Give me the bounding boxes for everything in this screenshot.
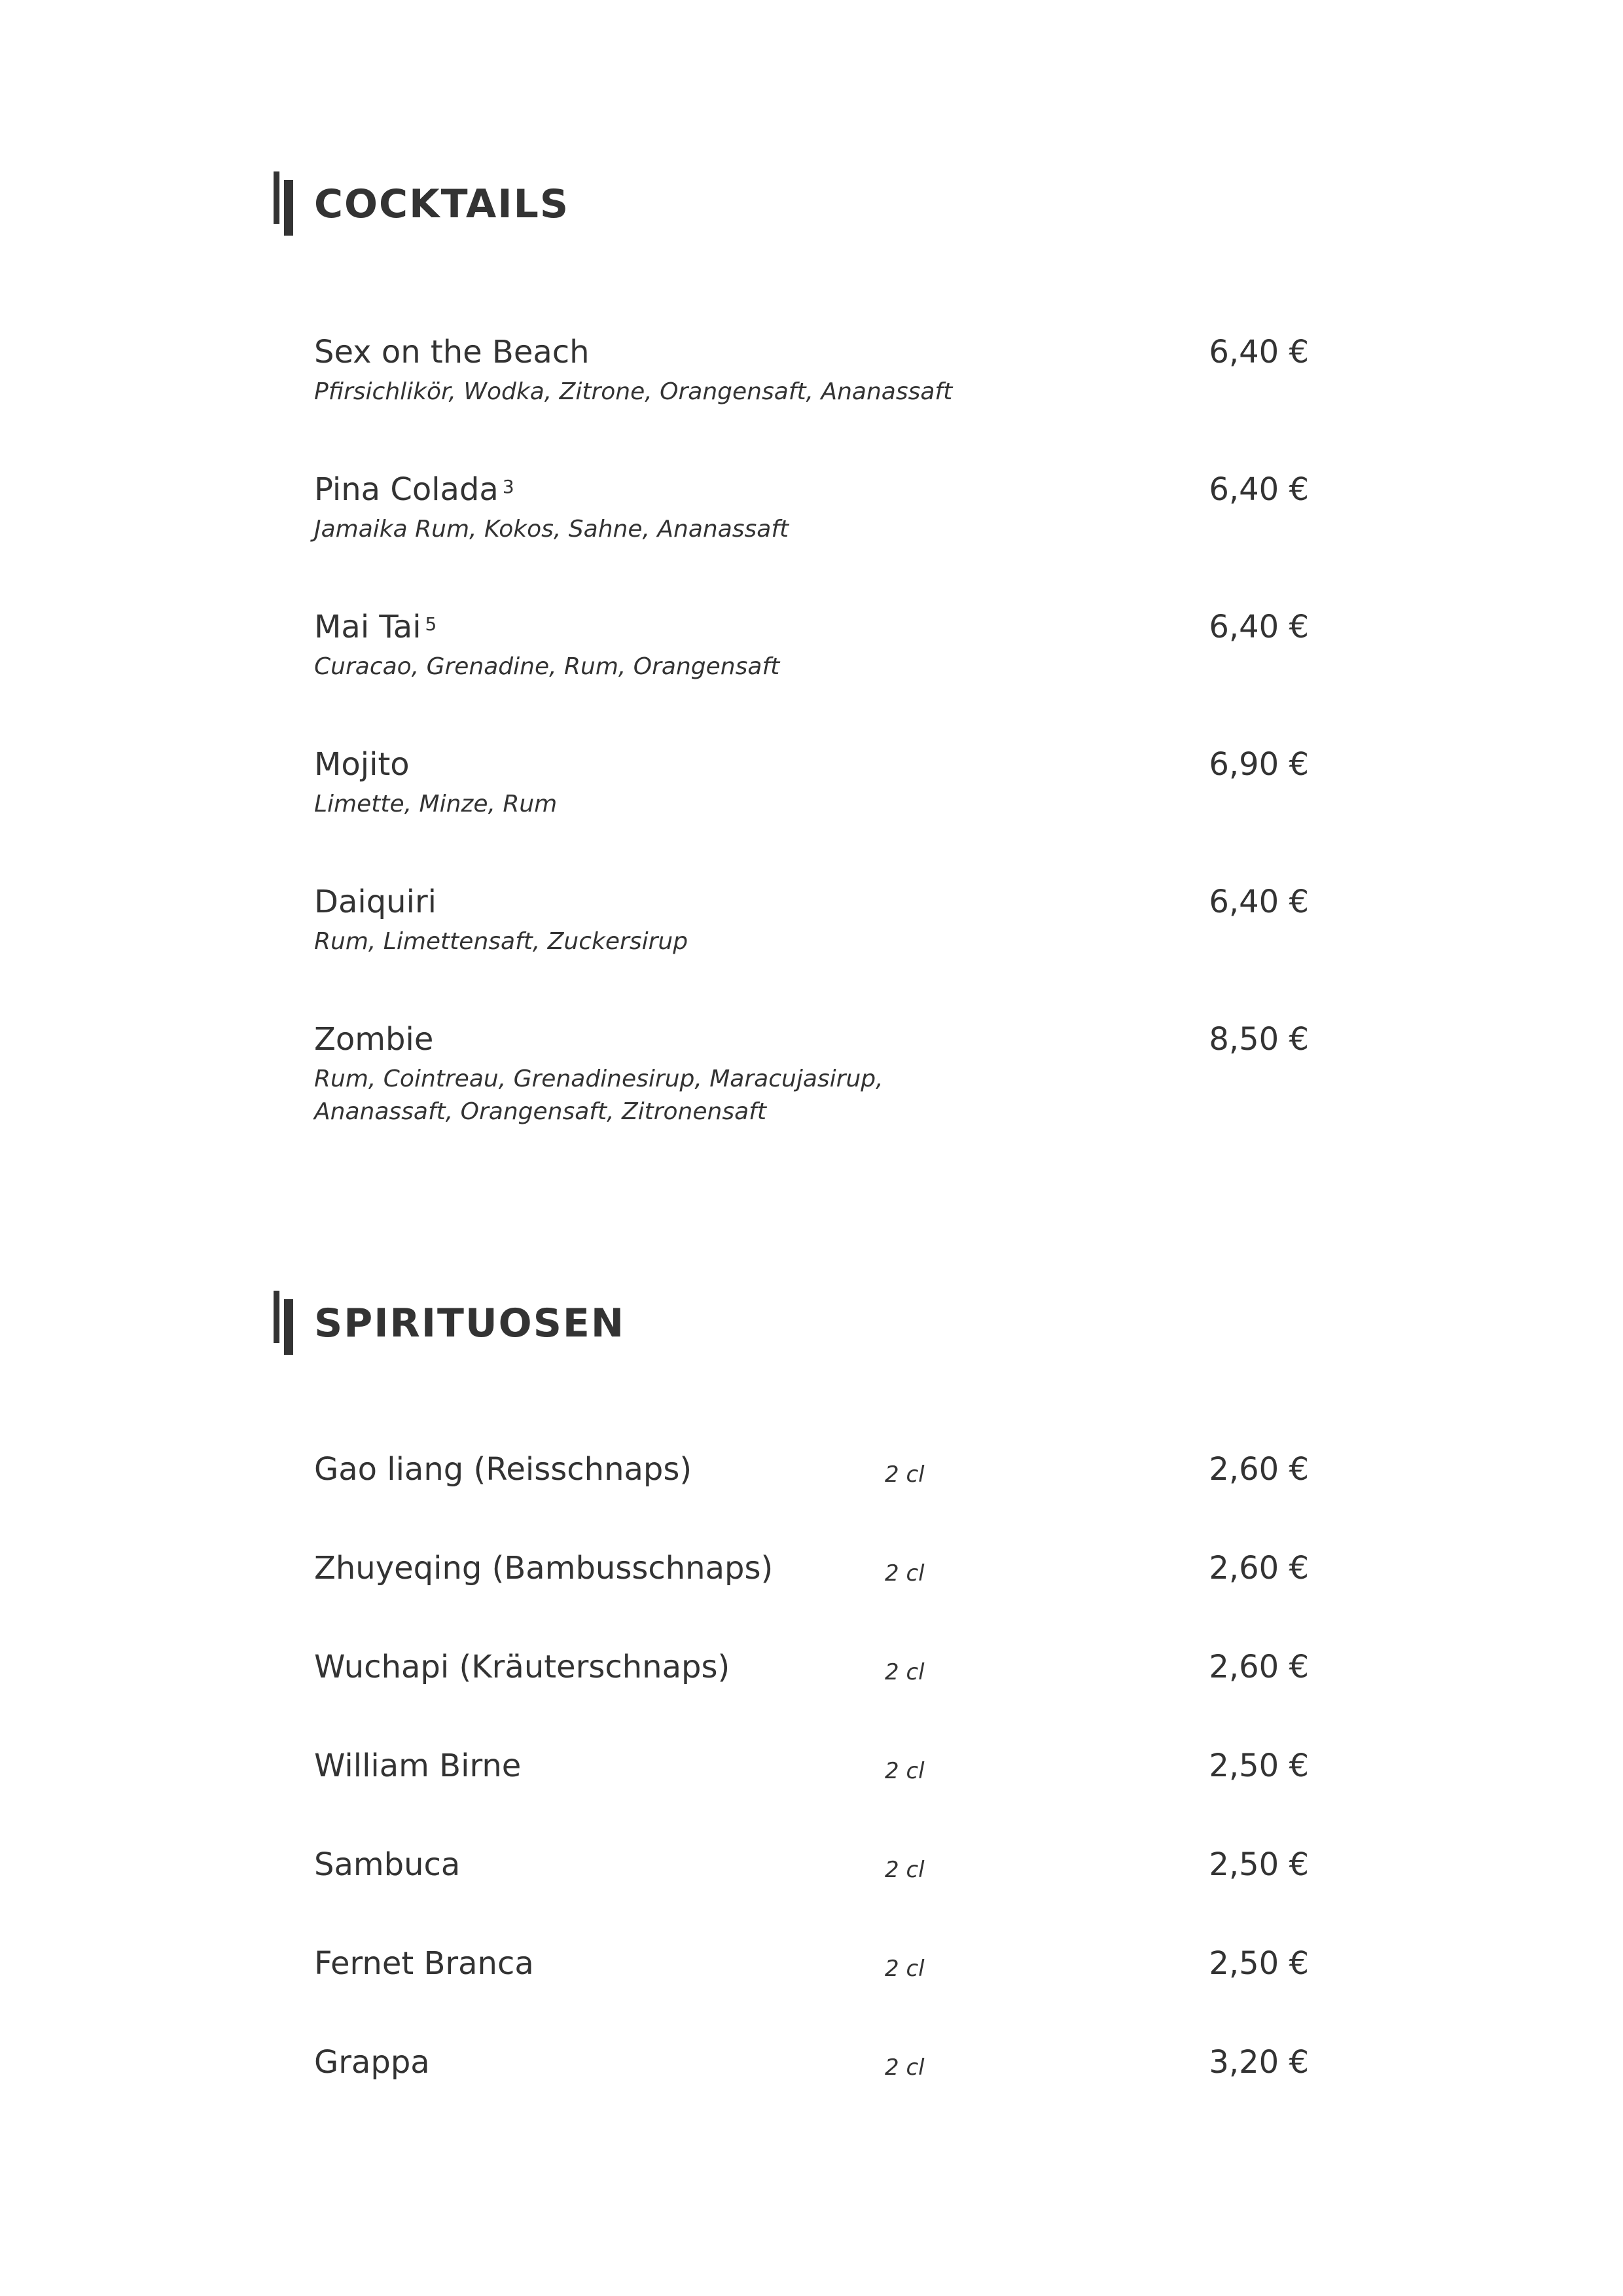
- spirit-name: Sambuca: [314, 1846, 461, 1883]
- cocktail-name: Daiquiri: [314, 884, 437, 920]
- cocktail-price: 6,40 €: [1209, 609, 1309, 645]
- spirit-volume: 2 cl: [885, 1462, 925, 1488]
- cocktail-description-line2: Ananassaft, Orangensaft, Zitronensaft: [314, 1098, 766, 1125]
- spirit-row: [314, 1842, 1309, 1888]
- spirit-price: 2,50 €: [1209, 1748, 1309, 1784]
- cocktail-description: Curacao, Grenadine, Rum, Orangensaft: [314, 653, 780, 680]
- cocktail-item: [314, 470, 1309, 546]
- cocktail-price: 6,40 €: [1209, 884, 1309, 920]
- spirit-price: 2,60 €: [1209, 1649, 1309, 1685]
- spirit-row: [314, 1941, 1309, 1986]
- spirit-price: 2,50 €: [1209, 1945, 1309, 1982]
- cocktail-price: 6,40 €: [1209, 334, 1309, 370]
- spirit-price: 2,50 €: [1209, 1846, 1309, 1883]
- spirit-row: [314, 1446, 1309, 1492]
- cocktail-name: Pina Colada $^3$: [314, 471, 514, 508]
- cocktail-name: Mojito: [314, 746, 410, 783]
- spirit-row: [314, 1545, 1309, 1591]
- cocktail-item: [314, 607, 1309, 683]
- spirit-name: William Birne: [314, 1748, 522, 1784]
- footnote-marker: 5: [425, 613, 437, 635]
- cocktail-name: Mai Tai $^5$: [314, 609, 437, 645]
- spirit-volume: 2 cl: [885, 1758, 925, 1784]
- cocktail-item: [314, 882, 1309, 958]
- footnote-marker: 3: [502, 476, 514, 497]
- spirit-row: [314, 2039, 1309, 2085]
- cocktail-description: Rum, Limettensaft, Zuckersirup: [314, 928, 688, 955]
- spirit-price: 2,60 €: [1209, 1550, 1309, 1587]
- spirit-name: Zhuyeqing (Bambusschnaps): [314, 1550, 774, 1587]
- section-marker-icon: [274, 1291, 293, 1356]
- section-marker-icon: [274, 171, 293, 237]
- cocktail-description: Jamaika Rum, Kokos, Sahne, Ananassaft: [314, 516, 789, 543]
- cocktail-description: Pfirsichlikör, Wodka, Zitrone, Orangensaft, Ananassaft: [314, 378, 953, 405]
- cocktails-title: COCKTAILS: [314, 181, 570, 227]
- spirit-volume: 2 cl: [885, 1560, 925, 1587]
- cocktail-name: Zombie: [314, 1021, 434, 1058]
- spirit-row: [314, 1743, 1309, 1789]
- spirit-volume: 2 cl: [885, 2054, 925, 2081]
- spirit-name: Grappa: [314, 2044, 430, 2081]
- cocktail-price: 6,90 €: [1209, 746, 1309, 783]
- cocktail-item: [314, 745, 1309, 821]
- cocktail-item: [314, 1020, 1309, 1128]
- spirit-volume: 2 cl: [885, 1659, 925, 1685]
- spirit-price: 3,20 €: [1209, 2044, 1309, 2081]
- cocktail-price: 6,40 €: [1209, 471, 1309, 508]
- spirituosen-title: SPIRITUOSEN: [314, 1300, 626, 1346]
- spirit-volume: 2 cl: [885, 1857, 925, 1883]
- spirit-price: 2,60 €: [1209, 1451, 1309, 1488]
- spirit-row: [314, 1644, 1309, 1690]
- cocktail-item: [314, 332, 1309, 408]
- spirit-volume: 2 cl: [885, 1956, 925, 1982]
- cocktail-description: Rum, Cointreau, Grenadinesirup, Maracujasirup,: [314, 1066, 883, 1092]
- spirit-name: Gao liang (Reisschnaps): [314, 1451, 692, 1488]
- cocktail-price: 8,50 €: [1209, 1021, 1309, 1058]
- cocktail-description: Limette, Minze, Rum: [314, 791, 558, 817]
- spirit-name: Fernet Branca: [314, 1945, 534, 1982]
- cocktail-name: Sex on the Beach: [314, 334, 590, 370]
- spirit-name: Wuchapi (Kräuterschnaps): [314, 1649, 730, 1685]
